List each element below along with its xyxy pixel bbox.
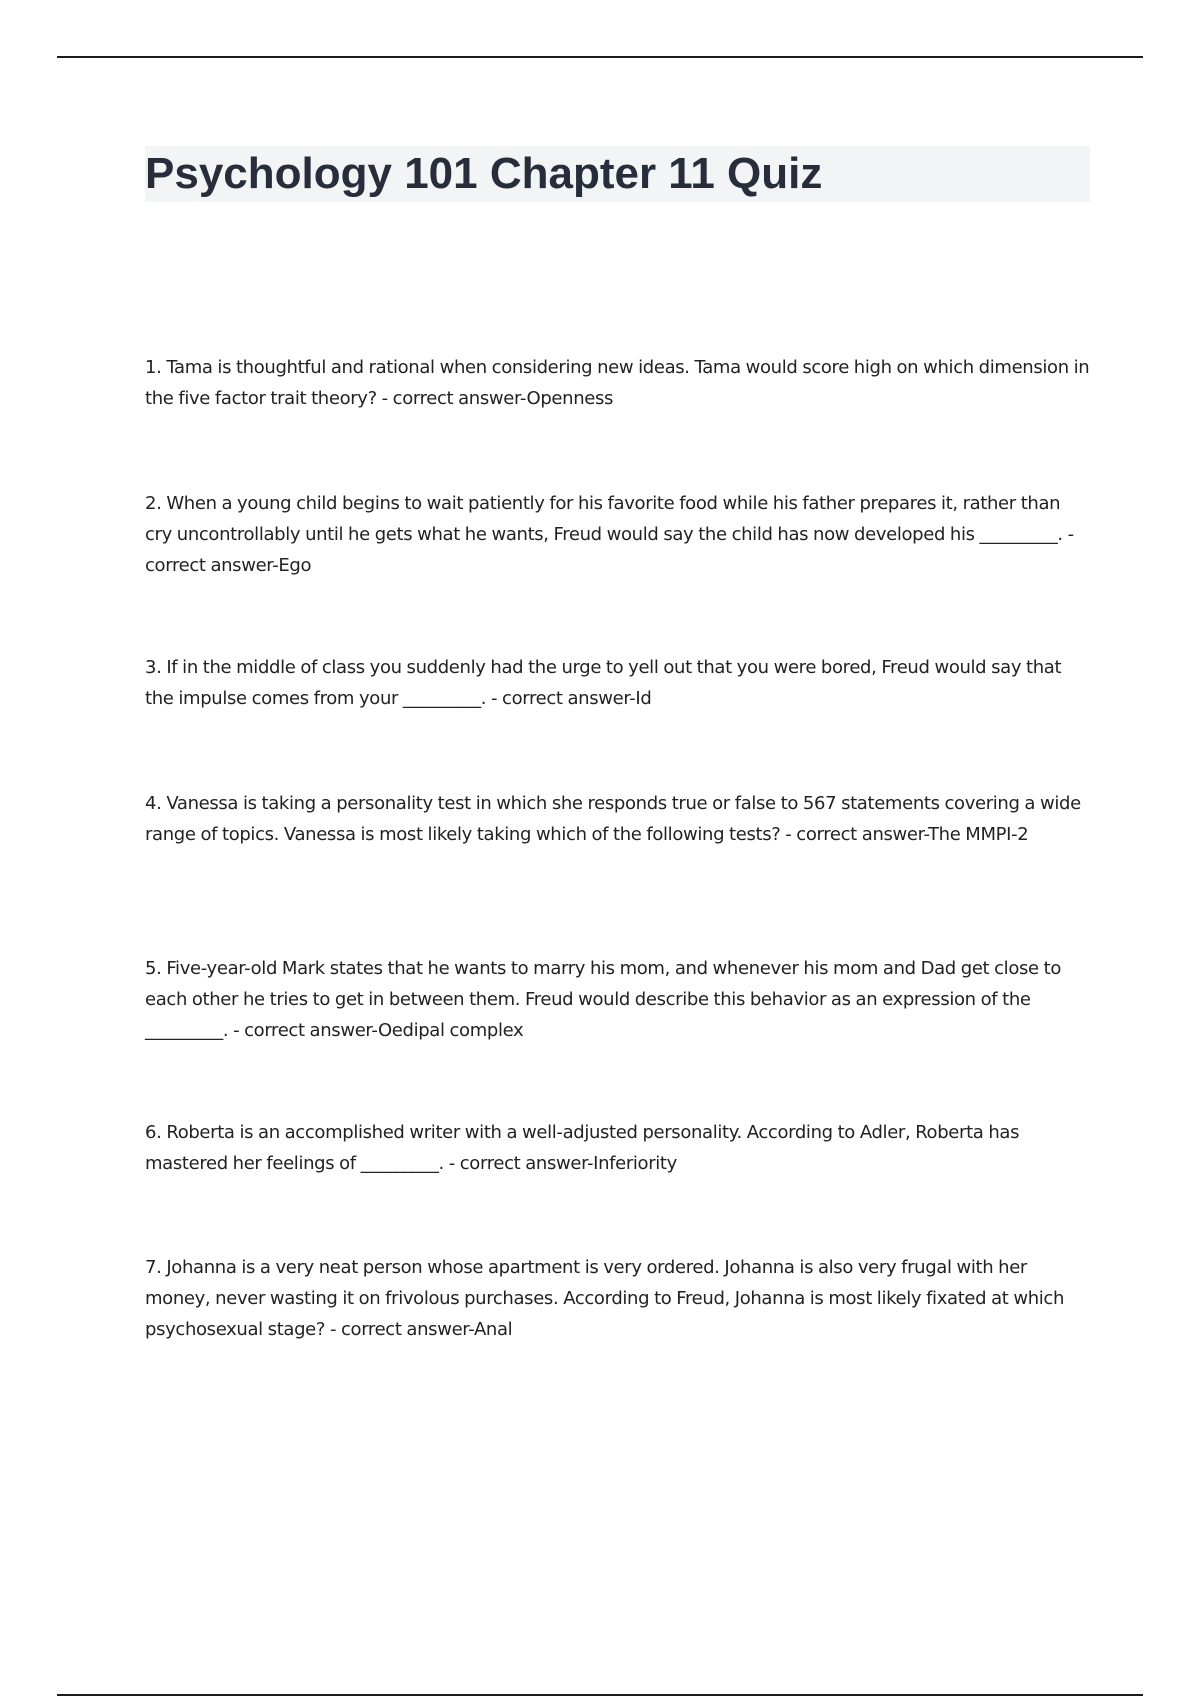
document-title: Psychology 101 Chapter 11 Quiz — [145, 149, 823, 198]
top-rule — [57, 56, 1143, 58]
question-item: 7. Johanna is a very neat person whose apartment is very ordered. Johanna is also very frugal with her money, never wasting it on frivolous purchases. According to Freud, Johanna is most likely fixated at which psychosexual stage? - correct answer-Anal — [145, 1257, 1065, 1340]
question-item: 4. Vanessa is taking a personality test in which she responds true or false to 567 statements covering a wide range of topics. Vanessa is most likely taking which of the following tests? - correct answer-The MMPI-2 — [145, 793, 1081, 845]
bottom-rule — [57, 1694, 1143, 1696]
question-item: 5. Five-year-old Mark states that he wants to marry his mom, and whenever his mom and Dad get close to each other he tries to get in between them. Freud would describe this behavior as an expression of the _________. - correct answer-Oedipal complex — [145, 958, 1061, 1041]
question-item: 2. When a young child begins to wait patiently for his favorite food while his father prepares it, rather than cry uncontrollably until he gets what he wants, Freud would say the child has now developed his _________. - correct answer-Ego — [145, 493, 1074, 576]
question-item: 1. Tama is thoughtful and rational when considering new ideas. Tama would score high on which dimension in the five factor trait theory? - correct answer-Openness — [145, 357, 1090, 409]
question-item: 6. Roberta is an accomplished writer with a well-adjusted personality. According to Adler, Roberta has mastered her feelings of _________. - correct answer-Inferiority — [145, 1122, 1020, 1174]
question-item: 3. If in the middle of class you suddenly had the urge to yell out that you were bored, Freud would say that the impulse comes from your _________. - correct answer-Id — [145, 657, 1062, 709]
